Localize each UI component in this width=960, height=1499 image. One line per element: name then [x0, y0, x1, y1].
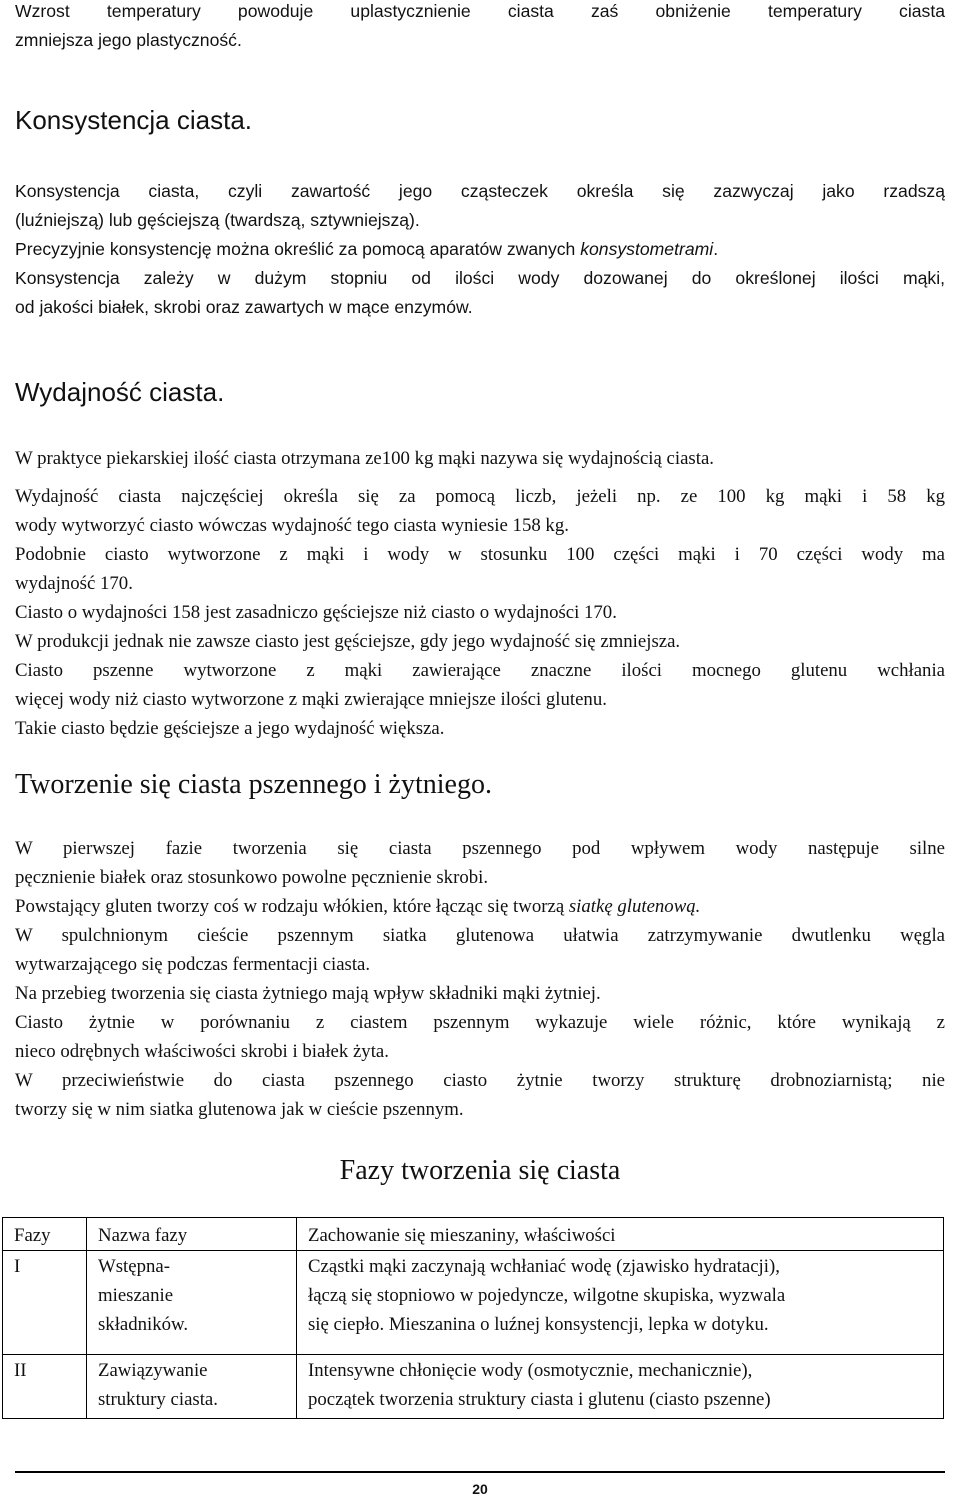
- text-line: tworzy się w nim siatka glutenowa jak w cieście pszennym.: [15, 1099, 464, 1120]
- wydajnosc-paragraph-3: [15, 540, 945, 598]
- text-line: łączą się stopniowo w pojedyncze, wilgotne skupiska, wyzwala: [308, 1285, 786, 1306]
- text-line: zmniejsza jego plastyczność.: [15, 30, 242, 50]
- text-run: Powstający gluten tworzy coś w rodzaju włókien, które łącząc się tworzą: [15, 896, 569, 917]
- footer-divider: [15, 1471, 945, 1473]
- text-line: składników.: [98, 1314, 189, 1335]
- text-line: W pierwszej fazie tworzenia się ciasta pszennego pod wpływem wody następuje silne: [15, 838, 945, 859]
- table-row: [3, 1251, 944, 1355]
- italic-term: konsystometrami: [580, 239, 714, 259]
- tworzenie-paragraph-2: [15, 892, 945, 921]
- phase-name-cell: [87, 1355, 297, 1419]
- text-line: Cząstki mąki zaczynają wchłaniać wodę (zjawisko hydratacji),: [308, 1256, 780, 1277]
- table-header-row: [3, 1218, 944, 1251]
- text-line: Wzrost temperatury powoduje uplastycznienie ciasta zaś obniżenie temperatury ciasta: [15, 1, 945, 21]
- text-run: Precyzyjnie konsystencję można określić za pomocą aparatów zwanych: [15, 239, 581, 259]
- text-line: Konsystencja ciasta, czyli zawartość jego cząsteczek określa się zazwyczaj jako rzadszą: [15, 181, 945, 201]
- phases-table: [2, 1217, 944, 1419]
- tworzenie-paragraph-6: [15, 1066, 945, 1124]
- table-header-cell: Fazy: [3, 1218, 87, 1251]
- text-line: początek tworzenia struktury ciasta i glutenu (ciasto pszenne): [308, 1389, 771, 1410]
- text-line: Podobnie ciasto wytworzone z mąki i wody w stosunku 100 części mąki i 70 części wody ma: [15, 544, 945, 565]
- wydajnosc-paragraph-4: Ciasto o wydajności 158 jest zasadniczo gęściejsze niż ciasto o wydajności 170.: [15, 602, 617, 623]
- italic-term: siatkę glutenową.: [568, 896, 701, 917]
- text-line: W spulchnionym cieście pszennym siatka glutenowa ułatwia zatrzymywanie dwutlenku węgla: [15, 925, 945, 946]
- table-header-cell: Nazwa fazy: [87, 1218, 297, 1251]
- text-run: .: [713, 239, 719, 259]
- section-heading-wydajnosc: Wydajność ciasta.: [15, 377, 225, 407]
- phase-description-cell: [297, 1355, 944, 1419]
- phase-description-cell: [297, 1251, 944, 1355]
- text-line: pęcznienie białek oraz stosunkowo powolne pęcznienie skrobi.: [15, 867, 489, 888]
- text-line: nieco odrębnych właściwości skrobi i białek żyta.: [15, 1041, 389, 1062]
- text-line: (luźniejszą) lub gęściejszą (twardszą, sztywniejszą).: [15, 210, 420, 230]
- text-line: struktury ciasta.: [98, 1389, 218, 1410]
- wydajnosc-paragraph-2: [15, 482, 945, 540]
- page-number: 20: [472, 1481, 488, 1497]
- text-line: wydajność 170.: [15, 573, 133, 594]
- text-line: Intensywne chłonięcie wody (osmotycznie, mechanicznie),: [308, 1360, 753, 1381]
- text-line: Ciasto pszenne wytworzone z mąki zawierające znaczne ilości mocnego glutenu wchłania: [15, 660, 945, 681]
- text-line: więcej wody niż ciasto wytworzone z mąki zwierające mniejsze ilości glutenu.: [15, 689, 607, 710]
- konsystencja-paragraph-3: [15, 264, 945, 322]
- section-heading-tworzenie: Tworzenie się ciasta pszennego i żytniego.: [15, 769, 492, 800]
- table-header-cell: Zachowanie się mieszaniny, właściwości: [297, 1218, 944, 1251]
- text-line: Wstępna-: [98, 1256, 170, 1277]
- wydajnosc-paragraph-7: Takie ciasto będzie gęściejsze a jego wydajność większa.: [15, 718, 445, 739]
- text-line: Ciasto żytnie w porównaniu z ciastem pszennym wykazuje wiele różnic, które wynikają z: [15, 1012, 945, 1033]
- section-heading-konsystencja: Konsystencja ciasta.: [15, 105, 253, 135]
- tworzenie-paragraph-3: [15, 921, 945, 979]
- wydajnosc-paragraph-1: W praktyce piekarskiej ilość ciasta otrzymana ze100 kg mąki nazywa się wydajnością ciasta.: [15, 448, 714, 469]
- intro-paragraph: [15, 0, 945, 55]
- text-line: Wydajność ciasta najczęściej określa się za pomocą liczb, jeżeli np. ze 100 kg mąki i 58 kg: [15, 486, 945, 507]
- tworzenie-paragraph-1: [15, 834, 945, 892]
- text-line: mieszanie: [98, 1285, 174, 1306]
- table-row: [3, 1355, 944, 1419]
- wydajnosc-paragraph-5: W produkcji jednak nie zawsze ciasto jest gęściejsze, gdy jego wydajność się zmniejsza.: [15, 631, 681, 652]
- phase-cell: I: [3, 1251, 87, 1355]
- text-line: wytwarzającego się podczas fermentacji ciasta.: [15, 954, 371, 975]
- konsystencja-paragraph-1: [15, 177, 945, 235]
- text-line: się ciepło. Mieszanina o luźnej konsystencji, lepka w dotyku.: [308, 1314, 769, 1335]
- text-line: od jakości białek, skrobi oraz zawartych w mące enzymów.: [15, 297, 473, 317]
- text-line: W przeciwieństwie do ciasta pszennego ciasto żytnie tworzy strukturę drobnoziarnistą; nie: [15, 1070, 945, 1091]
- konsystencja-paragraph-2: [15, 235, 945, 264]
- phase-name-cell: [87, 1251, 297, 1355]
- text-line: Zawiązywanie: [98, 1360, 208, 1381]
- tworzenie-paragraph-5: [15, 1008, 945, 1066]
- table-title: Fazy tworzenia się ciasta: [339, 1155, 621, 1186]
- tworzenie-paragraph-4: Na przebieg tworzenia się ciasta żytniego mają wpływ składniki mąki żytniej.: [15, 983, 601, 1004]
- text-line: Konsystencja zależy w dużym stopniu od ilości wody dozowanej do określonej ilości mąki,: [15, 268, 945, 288]
- text-line: wody wytworzyć ciasto wówczas wydajność tego ciasta wyniesie 158 kg.: [15, 515, 569, 536]
- wydajnosc-paragraph-6: [15, 656, 945, 714]
- phase-cell: II: [3, 1355, 87, 1419]
